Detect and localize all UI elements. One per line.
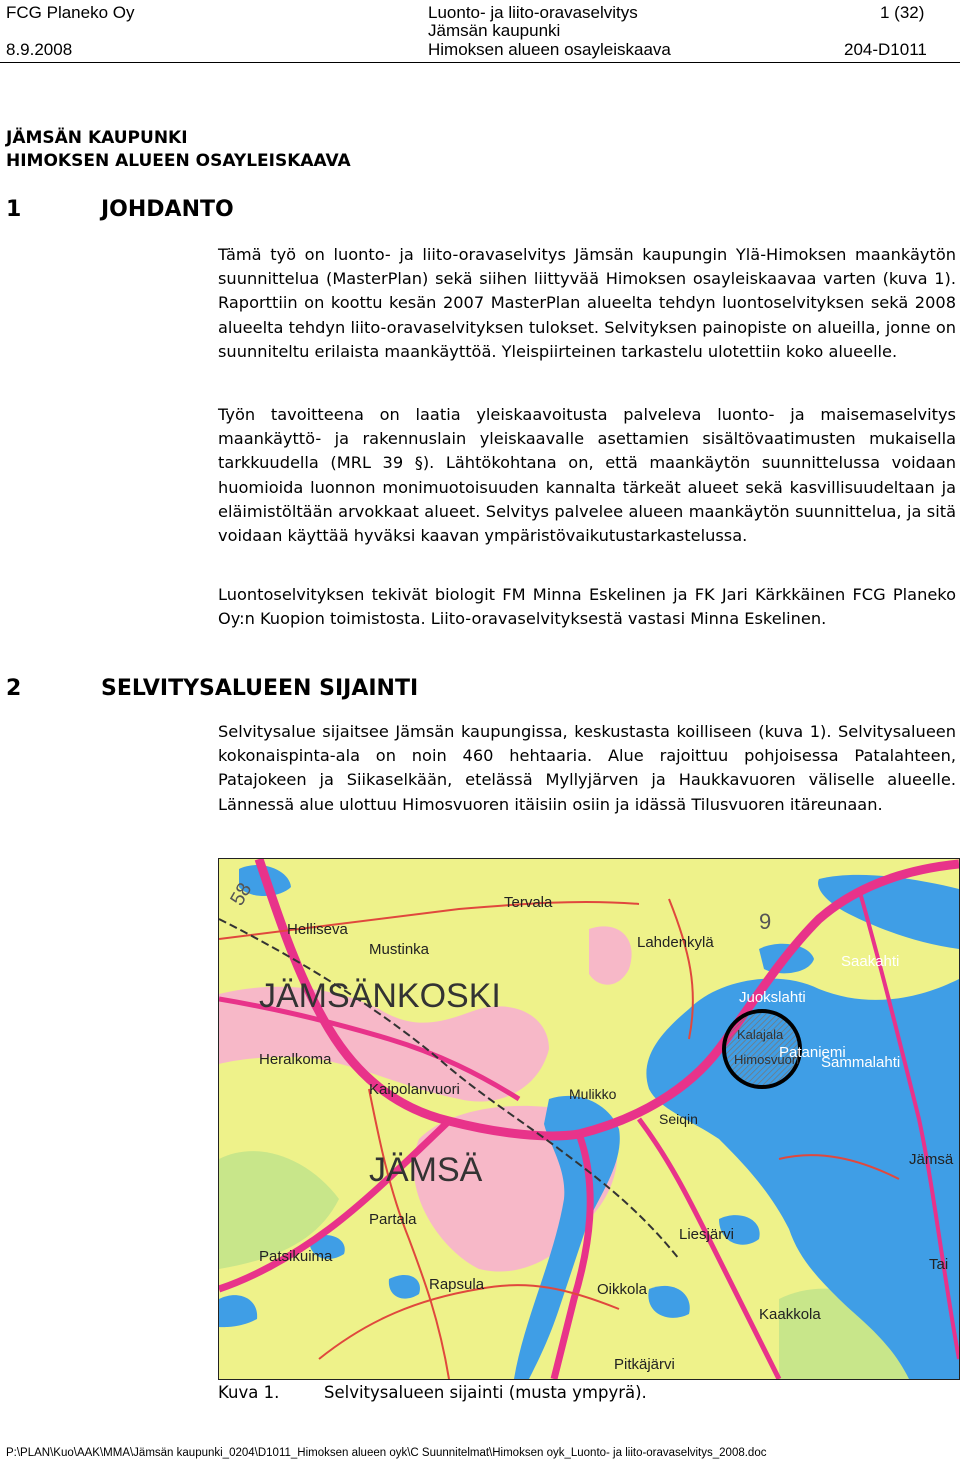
map-label-helliseva: Helliseva — [287, 921, 348, 938]
map-label-pataniemi: Pataniemi — [779, 1044, 846, 1061]
map-label-patsikuima: Patsikuima — [259, 1248, 333, 1265]
map-label-mustinka: Mustinka — [369, 941, 430, 958]
section2-paragraph: Selvitysalue sijaitsee Jämsän kaupungissa, keskustasta koilliseen (kuva 1). Selvitysalueen kokonaispinta-ala on noin 460 hehtaaria. Alue rajoittuu pohjoisessa Patalahteen, Patajokeen ja Siikaselkään, etelässä Myllyjärven ja Haukkavuoren väliselle alueelle. Lännessä alue ulottuu Himosvuoren itäisiin osiin ja idässä Tilusvuoren itäreunaan. — [218, 722, 956, 814]
map-label-mulikko: Mulikko — [569, 1086, 617, 1102]
section2-title: SELVITYSALUEEN SIJAINTI — [101, 676, 419, 701]
header-municipality: Jämsän kaupunki — [428, 21, 561, 40]
section1-paragraph-1: Tämä työ on luonto- ja liito-oravaselvitys Jämsän kaupungin Ylä-Himoksen maankäytön suunnittelua (MasterPlan) sekä siihen liittyvää Himoksen osayleiskaavaa varten (kuva 1). Raporttiin on koottu kesän 2007 MasterPlan alueelta tehdyn luontoselvityksen sekä 2008 alueelta tehdyn liito-oravaselvityksen tulokset. Selvityksen painopiste on alueilla, jonne on suunniteltu erilaista maankäyttöä. Yleispiirteinen tarkastelu ulotettiin koko alueelle. — [218, 245, 956, 361]
location-map-graphic — [219, 859, 959, 1379]
map-label-juokslahti: Juokslahti — [739, 989, 806, 1006]
figure-caption-label: Kuva 1. — [218, 1383, 280, 1402]
map-label-kaipolanvuori: Kaipolanvuori — [369, 1081, 460, 1098]
map-label-sammalahti: Sammalahti — [821, 1054, 901, 1071]
document-title-line2: HIMOKSEN ALUEEN OSAYLEISKAAVA — [6, 151, 351, 171]
section1-title: JOHDANTO — [101, 197, 234, 222]
section2-heading — [6, 675, 418, 703]
figure-caption — [218, 1381, 647, 1405]
map-label-jamsa: JÄMSÄ — [369, 1151, 483, 1189]
map-label-kalajala: Kalajala — [737, 1027, 784, 1042]
map-label-seiqin: Seiqin — [659, 1111, 698, 1127]
map-label-pitkajarvi: Pitkäjärvi — [614, 1356, 675, 1373]
section1-paragraph-2: Työn tavoitteena on laatia yleiskaavoitusta palveleva luonto- ja maisemaselvitys maankäyttö- ja rakennuslain yleiskaavalle asettamien sisältövaatimusten mukaisella tarkkuudella (MRL 39 §). Lähtökohtana on, että maankäytön suunnittelussa voidaan huomioida luonnon monimuotoisuuden kannalta tärkeät alueet sekä kasvillisuudeltaan ja eläimistöltään arvokkaat alueet. Selvitys palvelee alueen maankäytön suunnittelua, ja sitä voidaan käyttää hyväksi kaavan ympäristövaikutustarkastelussa. — [218, 405, 956, 546]
map-label-jamsa-small: Jämsä — [909, 1151, 954, 1168]
map-label-road-58: 58 — [226, 879, 257, 910]
map-label-tai: Tai — [929, 1256, 949, 1273]
map-label-lahdenkyla: Lahdenkylä — [637, 934, 714, 951]
map-label-kaakkola: Kaakkola — [759, 1306, 821, 1323]
section2-number: 2 — [6, 676, 22, 701]
section1-heading — [6, 196, 234, 224]
header-company: FCG Planeko Oy — [6, 3, 135, 22]
section1-number: 1 — [6, 197, 22, 222]
section1-paragraph-3: Luontoselvityksen tekivät biologit FM Minna Eskelinen ja FK Jari Kärkkäinen FCG Planeko Oy:n Kuopion toimistosta. Liito-oravaselvityksestä vastasi Minna Eskelinen. — [218, 585, 956, 629]
map-label-rapsula: Rapsula — [429, 1276, 485, 1293]
header-page-number: 1 (32) — [880, 3, 925, 22]
map-label-heralkoma: Heralkoma — [259, 1051, 332, 1068]
map-label-jamsankoski: JÄMSÄNKOSKI — [259, 977, 501, 1015]
header-date: 8.9.2008 — [6, 40, 73, 59]
header-report-title: Luonto- ja liito-oravaselvitys — [428, 3, 638, 22]
map-label-saakahti: Saakahti — [841, 953, 900, 970]
map-label-tervala: Tervala — [504, 894, 553, 911]
map-label-oikkola: Oikkola — [597, 1281, 648, 1298]
footer-file-path: P:\PLAN\Kuo\AAK\MMA\Jämsän kaupunki_0204\D1011_Himoksen alueen oyk\C Suunnitelmat\Himoksen oyk_Luonto- ja liito-oravaselvitys_2008.doc — [6, 1447, 767, 1459]
map-label-himosvuori: Himosvuori — [734, 1052, 800, 1067]
figure-caption-text: Selvitysalueen sijainti (musta ympyrä). — [324, 1383, 647, 1402]
header-plan-name: Himoksen alueen osayleiskaava — [428, 40, 671, 59]
map-label-partala: Partala — [369, 1211, 417, 1228]
map-label-liesjarvi: Liesjärvi — [679, 1226, 735, 1243]
document-title-line1: JÄMSÄN KAUPUNKI — [6, 128, 188, 148]
location-map — [218, 858, 960, 1380]
header-project-code: 204-D1011 — [844, 40, 927, 59]
map-label-road-9: 9 — [759, 909, 772, 934]
header-rule — [0, 62, 960, 63]
